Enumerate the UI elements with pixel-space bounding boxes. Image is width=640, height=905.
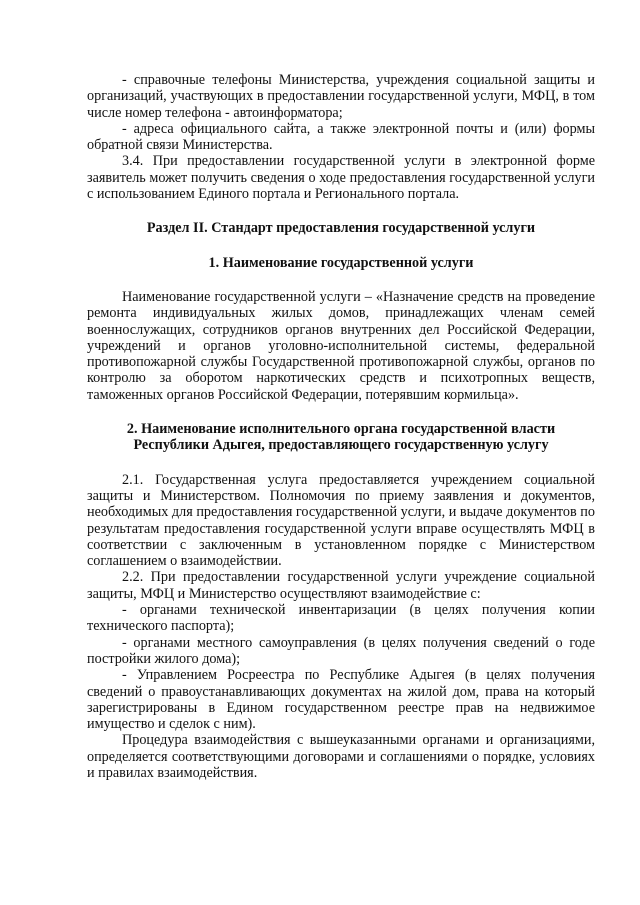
paragraph-procedure: Процедура взаимодействия с вышеуказанными органами и организациями, определяется соответствующими договорами и соглашениями о порядке, условиях и правилах взаимодействия.	[87, 732, 595, 781]
paragraph-website: - адреса официального сайта, а также электронной почты и (или) формы обратной связи Министерства.	[87, 120, 595, 154]
list-item-inventory: - органами технической инвентаризации (в целях получения копии технического паспорта);	[87, 602, 595, 635]
subsection-2-title-line2: Республики Адыгея, предоставляющего государственную услугу	[133, 437, 549, 454]
list-item-local-government: - органами местного самоуправления (в целях получения сведений о годе постройки жилого дома);	[87, 634, 595, 667]
list-item-rosreestr: - Управлением Росреестра по Республике Адыгея (в целях получения сведений о правоустанавливающих документах на жилой дом, права на который зарегистрированы в Едином государственном реестре прав на недвижимое имущество и сделок с ним).	[87, 667, 595, 733]
paragraph-2-1: 2.1. Государственная услуга предоставляется учреждением социальной защиты и Министерством. Полномочия по приему заявления и документов, необходимых для предоставления государственной услуги, и выдаче документов по результатам предоставления государственной услуги вправе осуществлять МФЦ в соответствии с заключенным в установленном порядке с Министерством соглашением о взаимодействии.	[87, 471, 595, 570]
paragraph-contacts: - справочные телефоны Министерства, учреждения социальной защиты и организаций, участвующих в предоставлении государственной услуги, МФЦ, в том числе номер телефона - автоинформатора;	[87, 72, 595, 121]
paragraph-3-4: 3.4. При предоставлении государственной услуги в электронной форме заявитель может получить сведения о ходе предоставления государственной услуги с использованием Единого портала и Регионального портала.	[87, 153, 595, 203]
section-title: Раздел II. Стандарт предоставления государственной услуги	[146, 220, 536, 237]
document-page	[87, 72, 595, 781]
subsection-2-title	[87, 421, 595, 454]
subsection-1-title: 1. Наименование государственной услуги	[208, 254, 474, 271]
paragraph-2-2: 2.2. При предоставлении государственной услуги учреждение социальной защиты, МФЦ и Министерство осуществляют взаимодействие с:	[87, 569, 595, 602]
subsection-1-text: Наименование государственной услуги – «Назначение средств на проведение ремонта индивидуальных жилых домов, принадлежащих членам семей военнослужащих, сотрудников органов внутренних дел Российской Федерации, учреждений и органов уголовно-исполнительной системы, федеральной противопожарной службы Государственной противопожарной службы, органов по контролю за оборотом наркотических средств и психотропных веществ, таможенных органов Российской Федерации, потерявшим кормильца».	[87, 288, 595, 403]
subsection-2-title-line1: 2. Наименование исполнительного органа государственной власти	[126, 421, 556, 438]
